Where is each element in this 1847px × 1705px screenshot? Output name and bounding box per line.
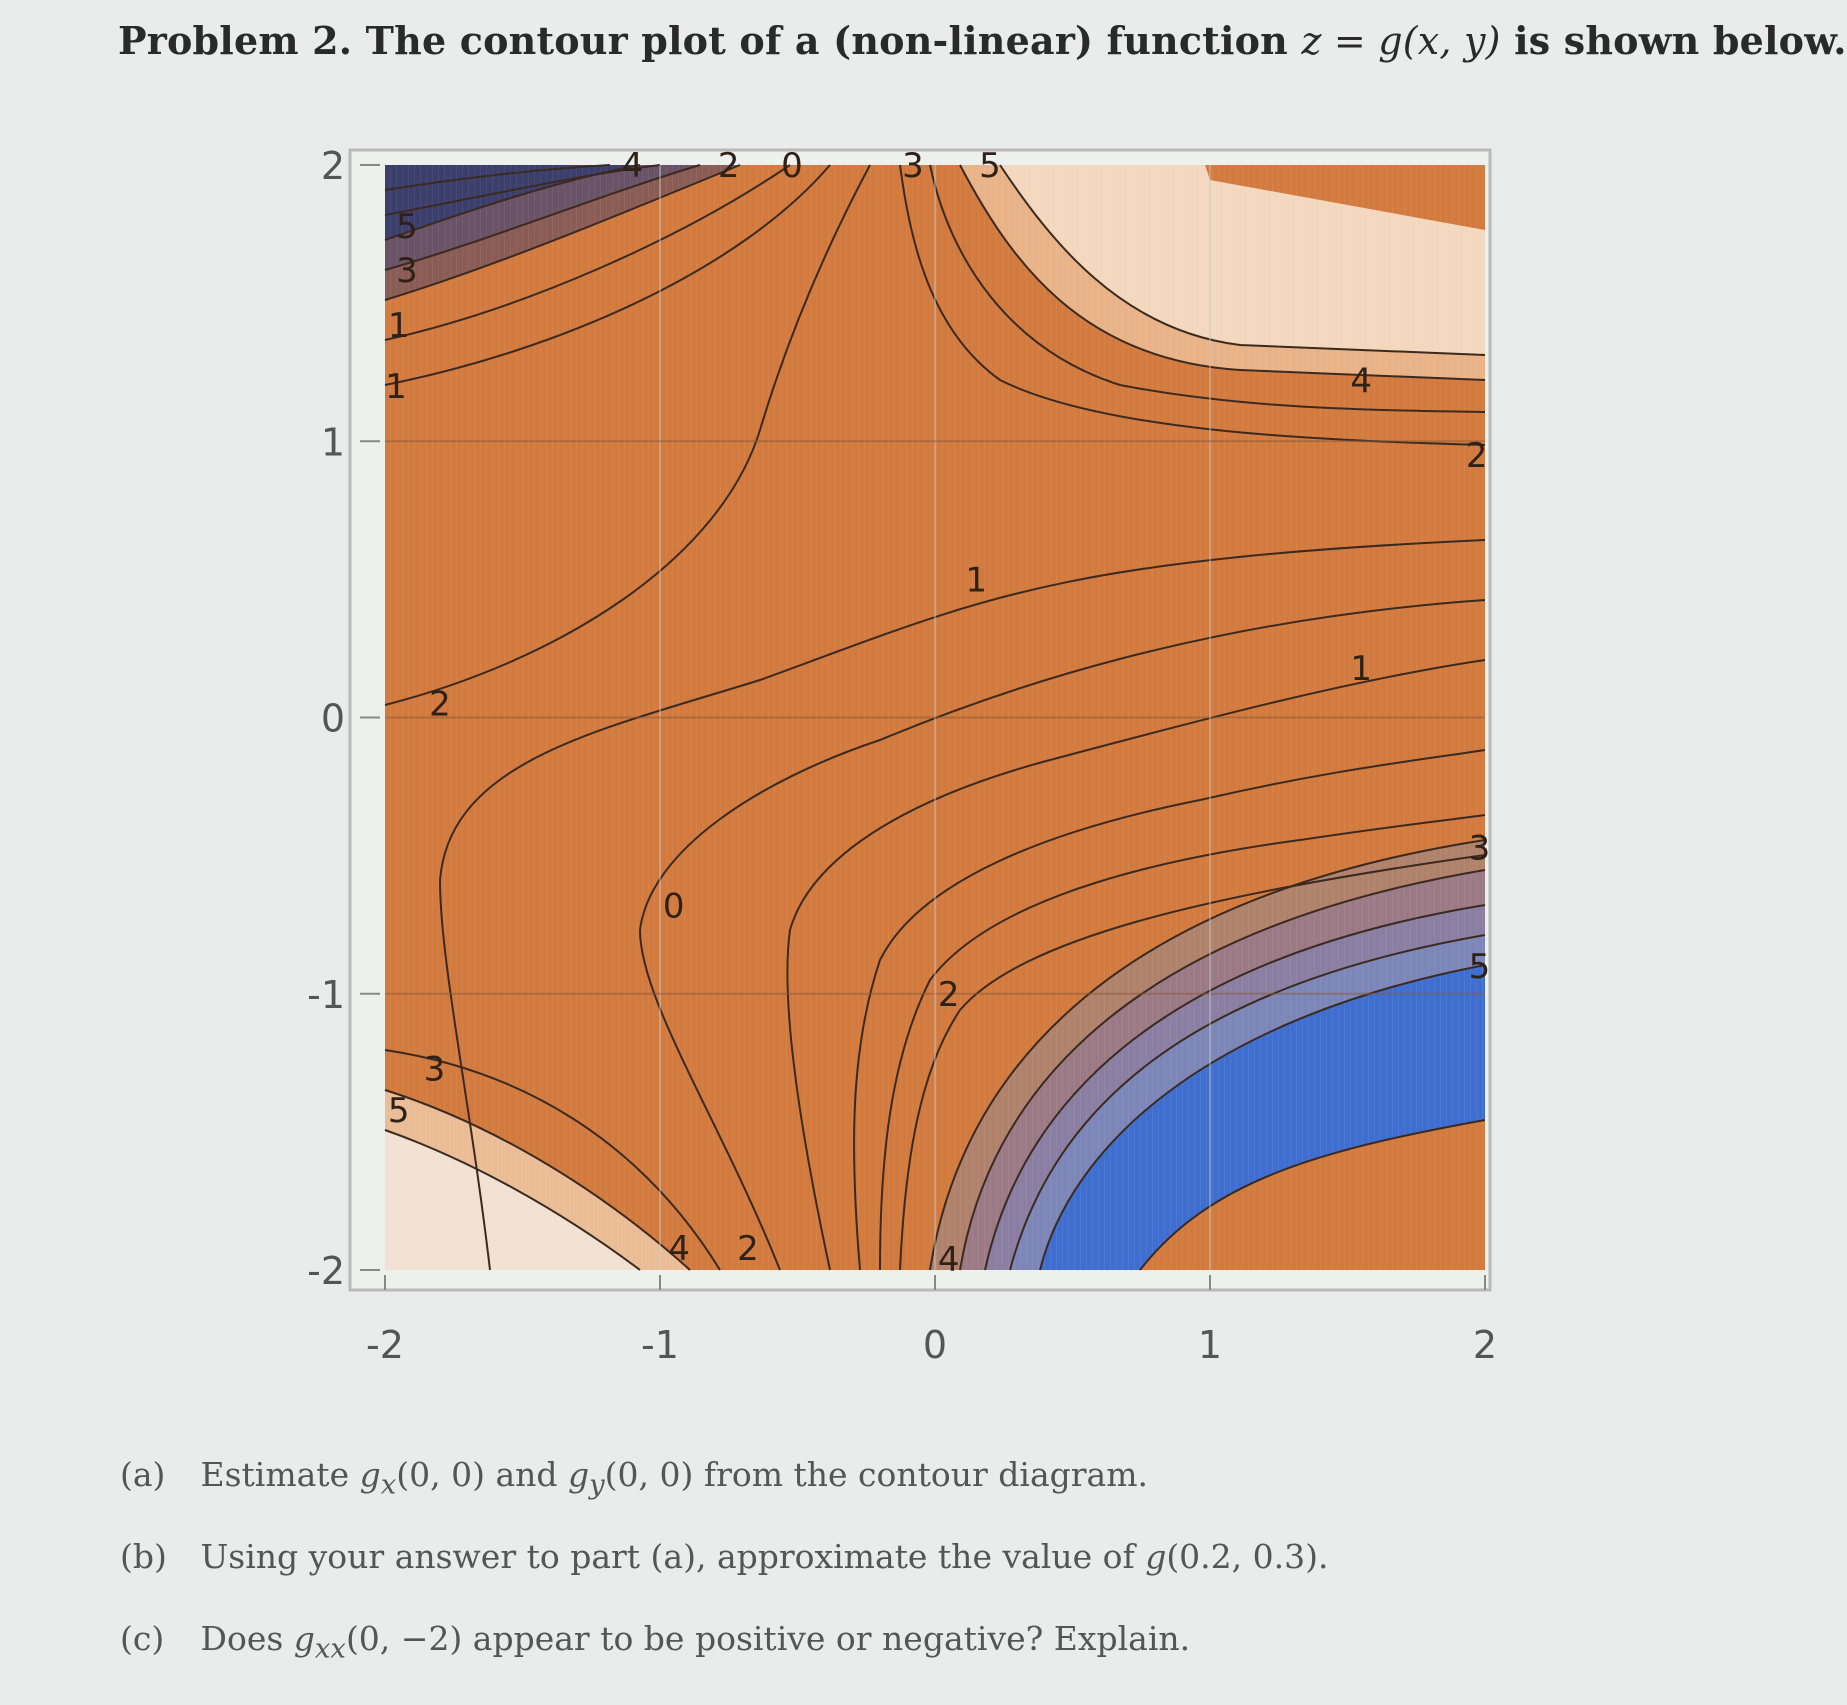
question-b bbox=[120, 1537, 1329, 1576]
question-b-label: (b) bbox=[120, 1537, 167, 1576]
question-a-label: (a) bbox=[120, 1455, 166, 1494]
contour-label: 2 bbox=[717, 146, 740, 186]
contour-label: 3 bbox=[1468, 828, 1491, 869]
contour-label: 1 bbox=[387, 306, 410, 347]
problem-text-before: The contour plot of a (non-linear) function bbox=[365, 18, 1302, 63]
question-c-math: g bbox=[293, 1619, 315, 1658]
contour-label: 0 bbox=[781, 146, 803, 186]
contour-label: 4 bbox=[668, 1228, 691, 1269]
contour-label: 4 bbox=[937, 1239, 960, 1280]
question-a-math-g2: g bbox=[568, 1455, 590, 1494]
contour-label: 5 bbox=[1468, 947, 1491, 988]
contour-label: 5 bbox=[396, 206, 418, 247]
y-tick-label: 1 bbox=[320, 420, 345, 465]
contour-label: 5 bbox=[387, 1090, 410, 1131]
y-tick-label: -1 bbox=[307, 972, 345, 1017]
question-a-text-2: (0, 0) and bbox=[396, 1455, 568, 1494]
contour-label: 2 bbox=[737, 1228, 759, 1269]
contour-label: 4 bbox=[621, 146, 644, 186]
question-c-text: Does bbox=[200, 1619, 294, 1658]
contour-label: 1 bbox=[385, 367, 407, 407]
problem-text-after: is shown below. bbox=[1514, 18, 1847, 63]
x-tick-label: -2 bbox=[366, 1323, 404, 1367]
question-a-sub-y: y bbox=[589, 1468, 605, 1501]
contour-label: 2 bbox=[429, 684, 451, 725]
y-tick-label: -2 bbox=[307, 1249, 345, 1293]
y-tick-label: 0 bbox=[320, 696, 345, 741]
question-b-math: g bbox=[1145, 1537, 1167, 1576]
question-a-text-3: (0, 0) from the contour diagram. bbox=[604, 1455, 1149, 1494]
x-tick-label: -1 bbox=[641, 1323, 679, 1367]
contour-label: 3 bbox=[396, 250, 418, 291]
question-a bbox=[120, 1455, 1148, 1501]
contour-label: 5 bbox=[979, 146, 1001, 186]
contour-label: 2 bbox=[937, 974, 960, 1015]
question-c-label: (c) bbox=[120, 1619, 165, 1658]
question-a-text-1: Estimate bbox=[200, 1455, 360, 1494]
question-a-sub-x: x bbox=[380, 1468, 397, 1501]
question-b-tail: (0.2, 0.3). bbox=[1166, 1537, 1329, 1576]
contour-label: 4 bbox=[1350, 361, 1373, 402]
contour-label: 1 bbox=[965, 560, 988, 601]
problem-label: Problem 2. bbox=[118, 18, 353, 63]
problem-formula: z = g(x, y) bbox=[1301, 19, 1501, 63]
question-a-math-g1: g bbox=[359, 1455, 381, 1494]
y-tick-label: 2 bbox=[320, 144, 345, 188]
contour-label: 1 bbox=[1350, 648, 1373, 689]
x-tick-label: 0 bbox=[922, 1323, 948, 1367]
contour-label: 2 bbox=[1465, 436, 1488, 477]
x-tick-label: 2 bbox=[1472, 1323, 1498, 1367]
question-c-tail: (0, −2) appear to be positive or negative? Explain. bbox=[345, 1619, 1191, 1658]
contour-label: 3 bbox=[902, 146, 924, 186]
contour-label: 0 bbox=[662, 886, 685, 927]
contour-label: 3 bbox=[423, 1049, 446, 1090]
question-c-sub: xx bbox=[314, 1632, 346, 1665]
question-c bbox=[120, 1619, 1190, 1665]
x-tick-label: 1 bbox=[1197, 1323, 1223, 1367]
question-b-text: Using your answer to part (a), approximate the value of bbox=[200, 1537, 1146, 1576]
